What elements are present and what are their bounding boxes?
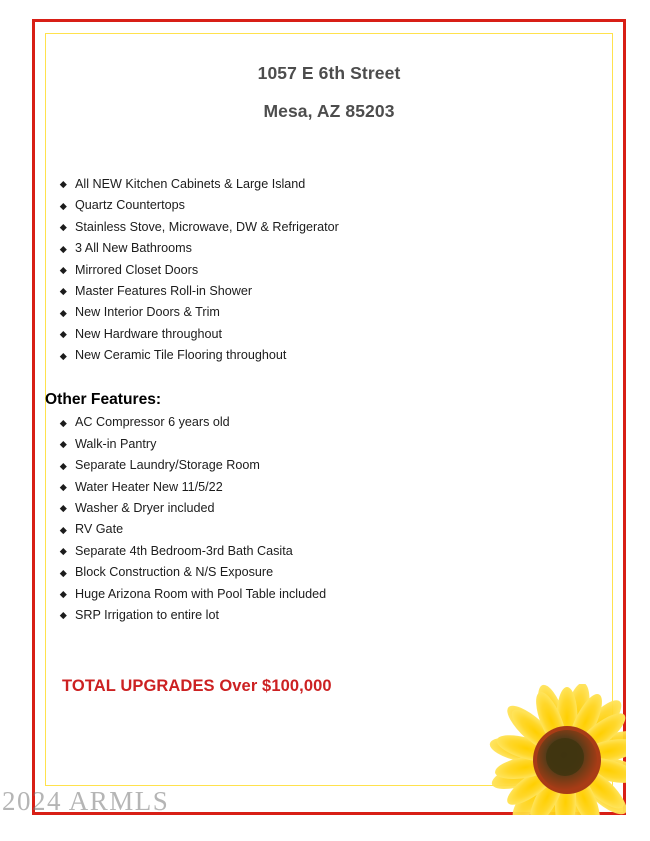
address-block: [45, 33, 613, 120]
features-list: [45, 174, 613, 367]
feature-list-item-label: Master Features Roll-in Shower: [75, 284, 253, 299]
other-features-list: [45, 412, 613, 626]
other-feature-list-item: [45, 605, 613, 626]
other-feature-list-item: [45, 541, 613, 562]
diamond-bullet-icon: [60, 181, 66, 187]
diamond-bullet-icon: [60, 267, 66, 273]
other-features-heading: Other Features:: [45, 390, 162, 408]
diamond-bullet-icon: [60, 505, 66, 511]
feature-list-item: [45, 174, 613, 195]
feature-list-item-label: New Ceramic Tile Flooring throughout: [75, 348, 287, 363]
other-feature-list-item-label: Huge Arizona Room with Pool Table included: [75, 586, 327, 601]
other-feature-list-item-label: Block Construction & N/S Exposure: [75, 565, 274, 580]
flyer-content: [45, 33, 613, 786]
feature-list-item: [45, 324, 613, 345]
other-feature-list-item: [45, 477, 613, 498]
feature-list-item-label: New Hardware throughout: [75, 326, 223, 341]
other-feature-list-item-label: RV Gate: [75, 522, 124, 537]
feature-list-item-label: 3 All New Bathrooms: [75, 241, 192, 256]
diamond-bullet-icon: [60, 288, 66, 294]
diamond-bullet-icon: [60, 224, 66, 230]
other-feature-list-item-label: Washer & Dryer included: [75, 500, 215, 515]
other-feature-list-item: [45, 455, 613, 476]
armls-watermark: 2024 ARMLS: [2, 786, 170, 816]
diamond-bullet-icon: [60, 570, 66, 576]
feature-list-item: [45, 238, 613, 259]
property-street-address: 1057 E 6th Street: [257, 63, 401, 83]
other-feature-list-item: [45, 434, 613, 455]
other-feature-list-item-label: Separate 4th Bedroom-3rd Bath Casita: [75, 543, 293, 558]
feature-list-item: [45, 302, 613, 323]
diamond-bullet-icon: [60, 246, 66, 252]
diamond-bullet-icon: [60, 441, 66, 447]
total-upgrades-text: TOTAL UPGRADES Over $100,000: [62, 677, 332, 696]
diamond-bullet-icon: [60, 420, 66, 426]
diamond-bullet-icon: [60, 548, 66, 554]
other-feature-list-item-label: Separate Laundry/Storage Room: [75, 458, 260, 473]
diamond-bullet-icon: [60, 484, 66, 490]
diamond-bullet-icon: [60, 591, 66, 597]
diamond-bullet-icon: [60, 527, 66, 533]
other-feature-list-item: [45, 584, 613, 605]
other-feature-list-item: [45, 412, 613, 433]
feature-list-item-label: Stainless Stove, Microwave, DW & Refrigerator: [75, 219, 339, 234]
feature-list-item: [45, 260, 613, 281]
other-feature-list-item-label: Walk-in Pantry: [75, 436, 157, 451]
other-feature-list-item: [45, 562, 613, 583]
feature-list-item: [45, 281, 613, 302]
diamond-bullet-icon: [60, 353, 66, 359]
property-city-state-zip: Mesa, AZ 85203: [263, 100, 395, 121]
feature-list-item-label: Mirrored Closet Doors: [75, 262, 199, 277]
diamond-bullet-icon: [60, 463, 66, 469]
feature-list-item-label: New Interior Doors & Trim: [75, 305, 220, 320]
other-feature-list-item: [45, 519, 613, 540]
feature-list-item: [45, 217, 613, 238]
feature-list-item-label: All NEW Kitchen Cabinets & Large Island: [75, 177, 306, 191]
diamond-bullet-icon: [60, 203, 66, 209]
other-feature-list-item-label: Water Heater New 11/5/22: [75, 479, 223, 494]
other-feature-list-item-label: AC Compressor 6 years old: [75, 415, 230, 430]
other-feature-list-item-label: SRP Irrigation to entire lot: [75, 608, 219, 623]
feature-list-item: [45, 195, 613, 216]
diamond-bullet-icon: [60, 612, 66, 618]
feature-list-item: [45, 345, 613, 366]
diamond-bullet-icon: [60, 310, 66, 316]
other-feature-list-item: [45, 498, 613, 519]
feature-list-item-label: Quartz Countertops: [75, 198, 185, 213]
diamond-bullet-icon: [60, 331, 66, 337]
